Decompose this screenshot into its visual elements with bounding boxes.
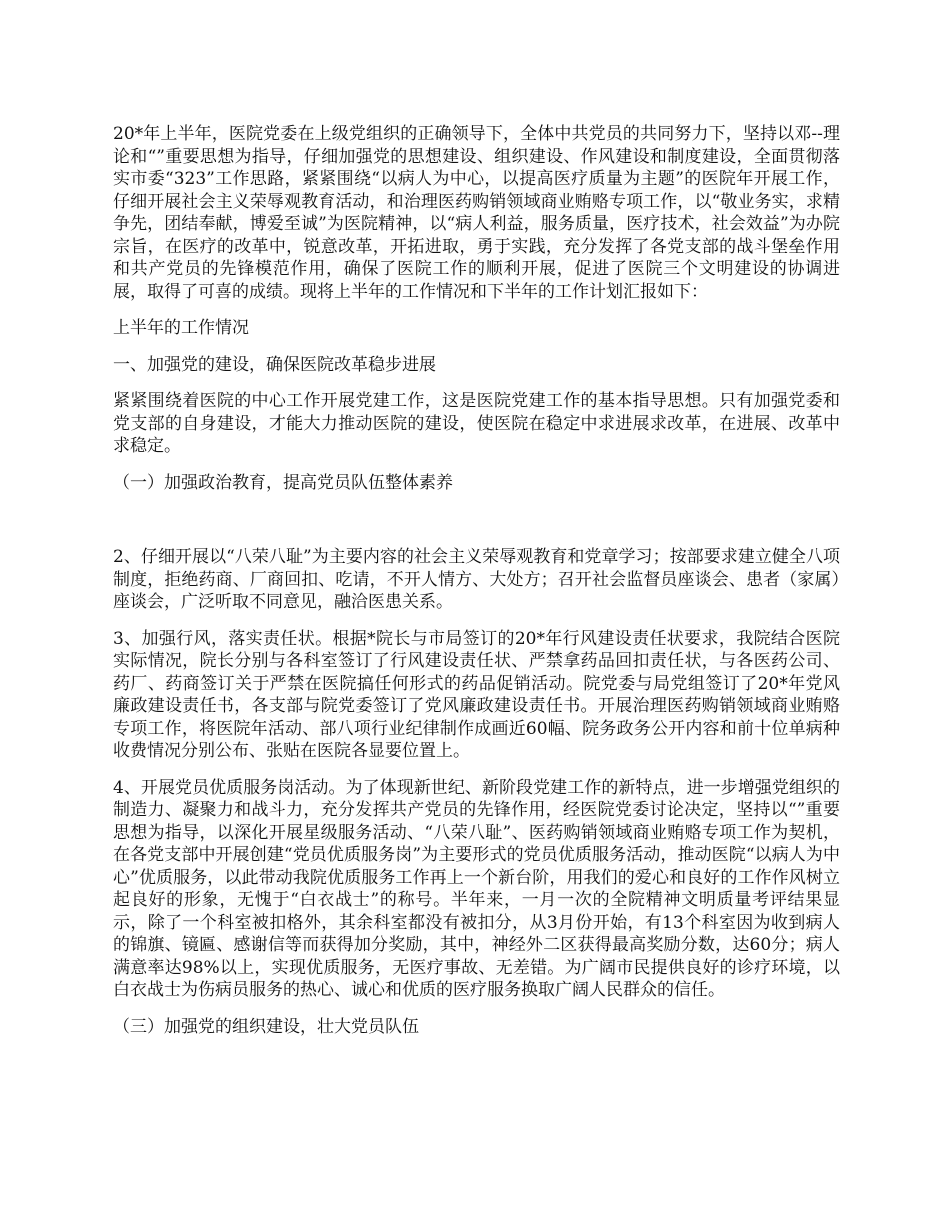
section-title: 上半年的工作情况 <box>113 318 249 338</box>
item-two-paragraph: 2、仔细开展以“八荣八耻”为主要内容的社会主义荣辱观教育和党章学习；按部要求建立健全八项制度，拒绝药商、厂商回扣、吃请，不开人情方、大处方；召开社会监督员座谈会、患者（家属）座谈会，广泛听取不同意见，融洽医患关系。 <box>113 547 840 612</box>
paragraph-one: 紧紧围绕着医院的中心工作开展党建工作，这是医院党建工作的基本指导思想。只有加强党委和党支部的自身建设，才能大力推动医院的建设，使医院在稳定中求进展求改革，在进展、改革中求稳定。 <box>113 391 840 456</box>
subheading-organization: （三）加强党的组织建设，壮大党员队伍 <box>113 1016 419 1037</box>
document-page <box>113 123 840 1052</box>
subheading-political-education: （一）加强政治教育，提高党员队伍整体素养 <box>113 472 453 493</box>
intro-paragraph: 20*年上半年，医院党委在上级党组织的正确领导下，全体中共党员的共同努力下，坚持以邓--理论和“”重要思想为指导，仔细加强党的思想建设、组织建设、作风建设和制度建设，全面贯彻落实市委“323”工作思路，紧紧围绕“以病人为中心，以提高医疗质量为主题”的医院年开展工作，仔细开展社会主义荣辱观教育活动，和治理医药购销领域商业贿赂专项工作，以“敬业务实，求精争先，团结奉献，博爱至诚”为医院精神，以“病人利益，服务质量，医疗技术，社会效益”为办院宗旨，在医疗的改革中，锐意改革，开拓进取，勇于实践，充分发挥了各党支部的战斗堡垒作用和共产党员的先锋模范作用，确保了医院工作的顺利开展，促进了医院三个文明建设的协调进展，取得了可喜的成绩。现将上半年的工作情况和下半年的工作计划汇报如下： <box>113 124 840 302</box>
item-three-paragraph: 3、加强行风，落实责任状。根据*院长与市局签订的20*年行风建设责任状要求，我院结合医院实际情况，院长分别与各科室签订了行风建设责任状、严禁拿药品回扣责任状，与各医药公司、药厂、药商签订关于严禁在医院搞任何形式的药品促销活动。院党委与局党组签订了20*年党风廉政建设责任书，各支部与院党委签订了党风廉政建设责任书。开展治理医药购销领域商业贿赂专项工作，将医院年活动、部八项行业纪律制作成画近60幅、院务政务公开内容和前十位单病种收费情况分别公布、张贴在医院各显要位置上。 <box>113 628 840 761</box>
item-four-paragraph: 4、开展党员优质服务岗活动。为了体现新世纪、新阶段党建工作的新特点，进一步增强党组织的制造力、凝聚力和战斗力，充分发挥共产党员的先锋作用，经医院党委讨论决定，坚持以“”重要思想为指导，以深化开展星级服务活动、“八荣八耻”、医药购销领域商业贿赂专项工作为契机，在各党支部中开展创建“党员优质服务岗”为主要形式的党员优质服务活动，推动医院“以病人为中心”优质服务，以此带动我院优质服务工作再上一个新台阶，用我们的爱心和良好的工作作风树立起良好的形象，无愧于“白衣战士”的称号。半年来，一月一次的全院精神文明质量考评结果显示，除了一个科室被扣格外，其余科室都没有被扣分，从3月份开始，有13个科室因为收到病人的锦旗、镜匾、感谢信等而获得加分奖励，其中，神经外二区获得最高奖励分数，达60分；病人满意率达98%以上，实现优质服务，无医疗事故、无差错。为广阔市民提供良好的诊疗环境，以白衣战士为伤病员服务的热心、诚心和优质的医疗服务换取广阔人民群众的信任。 <box>113 777 840 1000</box>
heading-one: 一、加强党的建设，确保医院改革稳步进展 <box>113 354 436 375</box>
blank-gap <box>113 508 840 546</box>
